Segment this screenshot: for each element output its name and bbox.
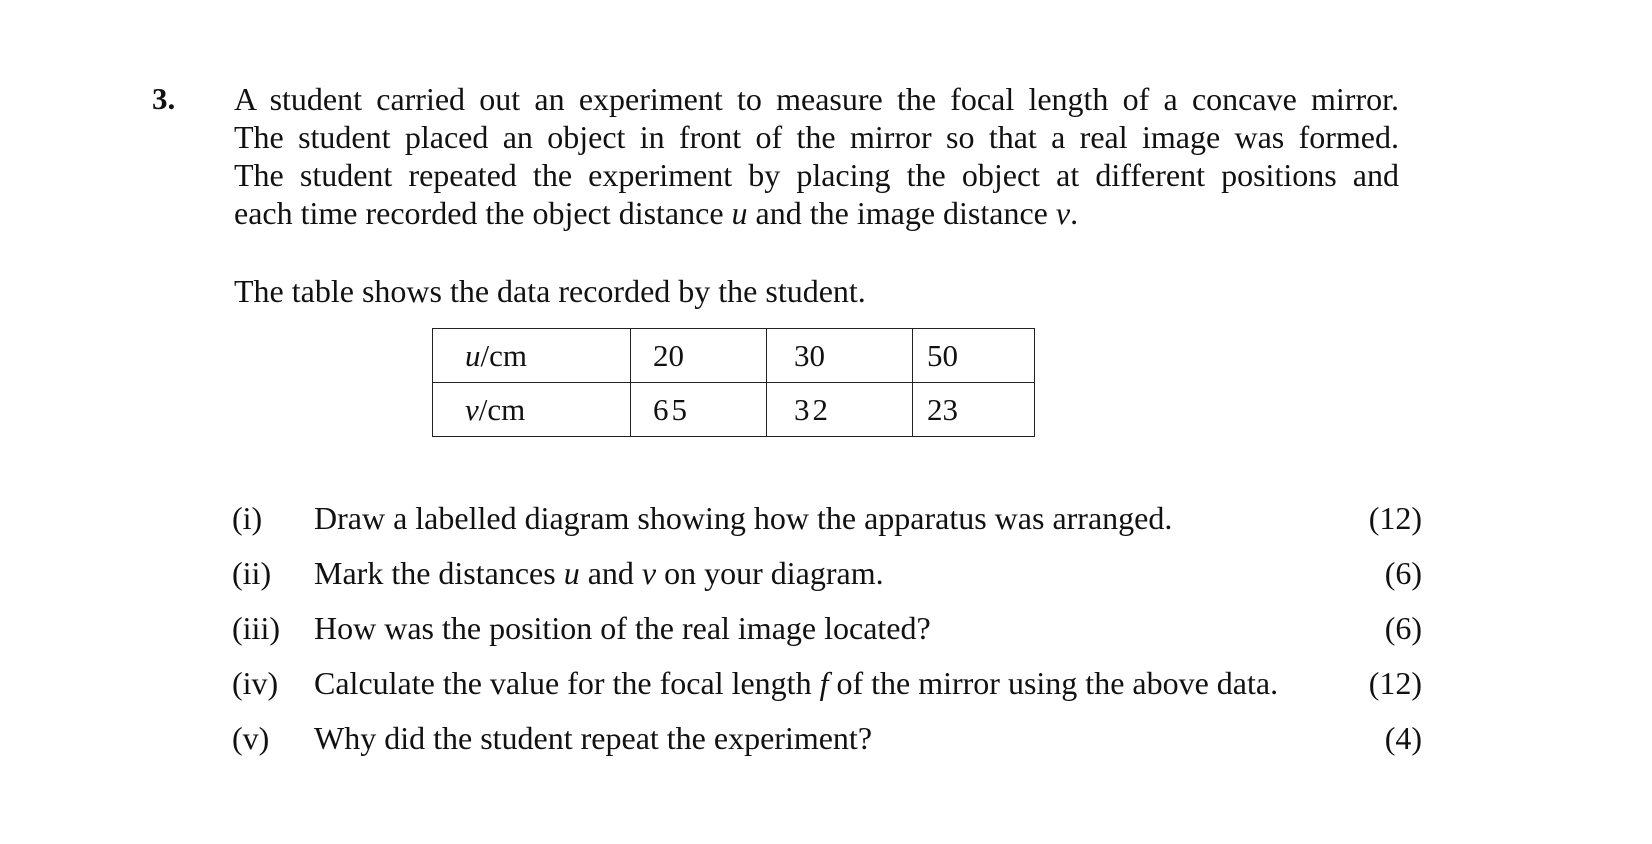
part-ii-marks: (6) bbox=[1384, 555, 1422, 591]
table-intro: The table shows the data recorded by the student. bbox=[234, 273, 866, 309]
part-iv-text-a: Calculate the value for the focal length bbox=[314, 665, 820, 701]
u-unit: /cm bbox=[480, 337, 527, 373]
part-iii-text: How was the position of the real image located? bbox=[314, 610, 931, 646]
question-number: 3. bbox=[152, 81, 176, 116]
question-intro bbox=[234, 80, 1399, 232]
v-value-2: 32 bbox=[767, 383, 913, 437]
u-header-cell bbox=[433, 329, 631, 383]
intro-end: . bbox=[1070, 195, 1079, 231]
part-iv-number: (iv) bbox=[232, 665, 279, 701]
v-value-3: 23 bbox=[913, 383, 1035, 437]
u-symbol: u bbox=[465, 337, 481, 373]
intro-line-2: The student placed an object in front of the mirror so that a real image was formed. bbox=[234, 119, 1399, 155]
intro-line-1: A student carried out an experiment to measure the focal length of a concave mirror. bbox=[234, 81, 1399, 117]
v-value-1: 65 bbox=[631, 383, 767, 437]
v-symbol: v bbox=[465, 391, 479, 427]
part-ii-text-a: Mark the distances bbox=[314, 555, 564, 591]
part-ii-text-c: on your diagram. bbox=[656, 555, 884, 591]
intro-u-symbol: u bbox=[731, 195, 748, 231]
intro-line-3: The student repeated the experiment by placing the object at different positions and bbox=[234, 157, 1399, 193]
part-i-text: Draw a labelled diagram showing how the apparatus was arranged. bbox=[314, 500, 1173, 536]
part-iii bbox=[232, 604, 1432, 659]
table-row-v bbox=[433, 383, 1035, 437]
part-iv-f-symbol: f bbox=[819, 665, 829, 701]
part-v-text: Why did the student repeat the experiment? bbox=[314, 720, 873, 756]
u-value-3: 50 bbox=[913, 329, 1035, 383]
part-iv-text bbox=[314, 659, 1278, 707]
part-ii-u-symbol: u bbox=[563, 555, 580, 591]
intro-line-4-text: each time recorded the object distance bbox=[234, 195, 724, 231]
part-ii bbox=[232, 549, 1432, 604]
intro-and-text: and the image distance bbox=[747, 195, 1056, 231]
part-iv bbox=[232, 659, 1432, 714]
intro-v-symbol: v bbox=[1055, 195, 1071, 231]
part-ii-text-b: and bbox=[579, 555, 642, 591]
part-ii-number: (ii) bbox=[232, 555, 272, 591]
part-i-marks: (12) bbox=[1368, 500, 1422, 536]
part-i bbox=[232, 494, 1432, 549]
part-iii-number: (iii) bbox=[232, 610, 280, 646]
u-value-2: 30 bbox=[767, 329, 913, 383]
part-v-number: (v) bbox=[232, 720, 270, 756]
part-ii-v-symbol: v bbox=[641, 555, 657, 591]
part-ii-text bbox=[314, 549, 884, 597]
part-iv-marks: (12) bbox=[1368, 665, 1422, 701]
v-unit: /cm bbox=[478, 391, 526, 427]
part-iv-text-b: of the mirror using the above data. bbox=[828, 665, 1279, 701]
part-i-number: (i) bbox=[232, 500, 263, 536]
v-header-cell bbox=[433, 383, 631, 437]
part-v bbox=[232, 714, 1432, 769]
u-value-1: 20 bbox=[631, 329, 767, 383]
data-table bbox=[432, 328, 1035, 437]
intro-line-4 bbox=[234, 194, 1399, 232]
part-v-marks: (4) bbox=[1384, 720, 1422, 756]
table-row-u bbox=[433, 329, 1035, 383]
question-parts bbox=[232, 494, 1432, 769]
part-iii-marks: (6) bbox=[1384, 610, 1422, 646]
